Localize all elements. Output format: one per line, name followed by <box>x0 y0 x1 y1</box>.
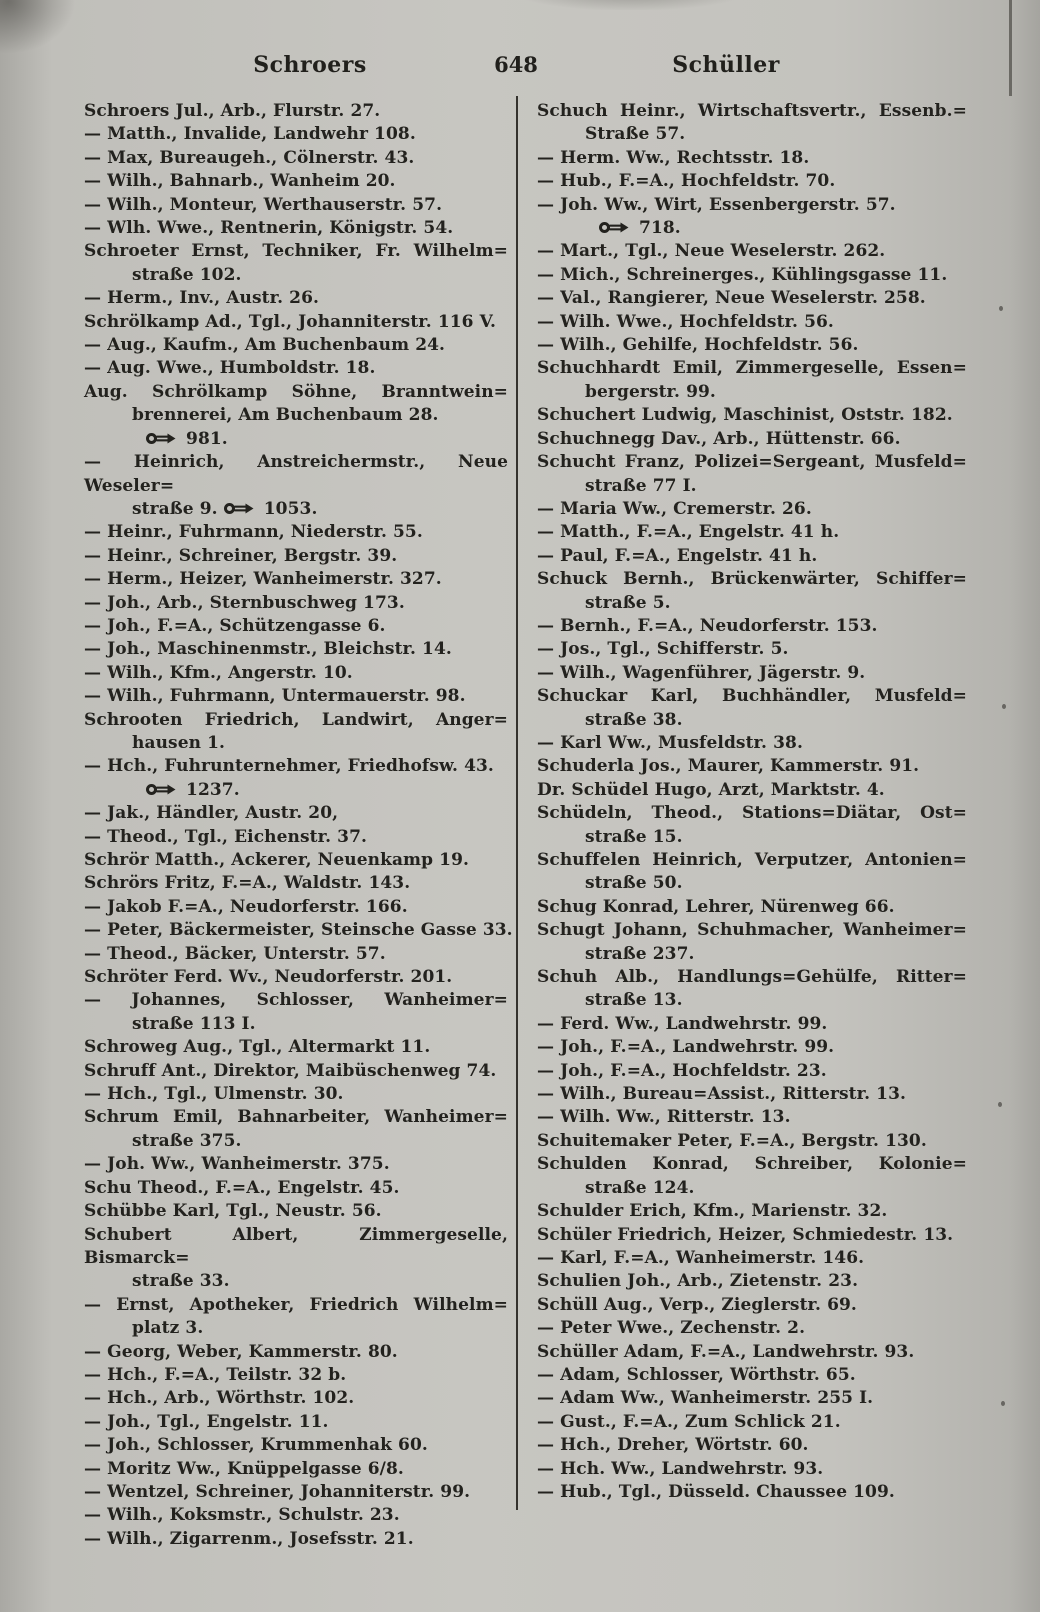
entry-line: — Ferd. Ww., Landwehrstr. 99. <box>537 1013 828 1034</box>
entry-line: — Herm., Heizer, Wanheimerstr. 327. <box>84 569 442 590</box>
entry-line: Schüler Friedrich, Heizer, Schmiedestr. 13. <box>537 1224 954 1245</box>
entry-line: Schuitemaker Peter, F.=A., Bergstr. 130. <box>537 1130 927 1151</box>
directory-entry <box>537 311 967 334</box>
entry-line: — Adam Ww., Wanheimerstr. 255 I. <box>537 1388 874 1409</box>
directory-entry <box>537 896 967 919</box>
telephone-icon <box>599 221 629 234</box>
directory-entry <box>537 1387 967 1410</box>
directory-entry <box>84 662 508 685</box>
directory-entry <box>84 311 508 334</box>
entry-line: Schubert Albert, Zimmergeselle, Bismarck= <box>84 1224 508 1268</box>
entry-line: Schruff Ant., Direktor, Maibüschenweg 74. <box>84 1060 497 1081</box>
entry-line: Schroweg Aug., Tgl., Altermarkt 11. <box>84 1037 431 1058</box>
directory-entry <box>537 1317 967 1340</box>
entry-line: Schuchnegg Dav., Arb., Hüttenstr. 66. <box>537 428 901 449</box>
directory-entry <box>84 966 508 989</box>
entry-line: Schröter Ferd. Wv., Neudorferstr. 201. <box>84 967 453 988</box>
directory-entry <box>84 1481 508 1504</box>
entry-line: Schuck Bernh., Brückenwärter, Schiffer= <box>537 569 967 590</box>
directory-entry <box>537 638 967 661</box>
directory-entry <box>84 1387 508 1410</box>
directory-entry <box>537 100 967 147</box>
entry-line: — Wilh., Bahnarb., Wanheim 20. <box>84 171 396 192</box>
directory-entry <box>537 1294 967 1317</box>
entry-line: — Jos., Tgl., Schifferstr. 5. <box>537 639 789 660</box>
entry-line: — Maria Ww., Cremerstr. 26. <box>537 498 812 519</box>
directory-entry <box>537 662 967 685</box>
entry-line: Schüller Adam, F.=A., Landwehrstr. 93. <box>537 1341 915 1362</box>
directory-entry <box>84 1106 508 1153</box>
entry-line: Schuch Heinr., Wirtschaftsvertr., Essenb.= <box>537 101 967 121</box>
directory-entry <box>537 966 967 1013</box>
directory-entry <box>84 826 508 849</box>
directory-entry <box>537 1060 967 1083</box>
directory-entry <box>84 100 508 123</box>
scan-smudge-top-left <box>0 0 76 54</box>
entry-line: — Hch., Tgl., Ulmenstr. 30. <box>84 1084 344 1105</box>
entry-line: Schu Theod., F.=A., Engelstr. 45. <box>84 1177 400 1198</box>
entry-line: Schulder Erich, Kfm., Marienstr. 32. <box>537 1201 888 1222</box>
entry-line: straße 113 I. <box>132 1013 256 1034</box>
entry-line: — Wilh., Koksmstr., Schulstr. 23. <box>84 1505 400 1526</box>
entry-line: — Karl, F.=A., Wanheimerstr. 146. <box>537 1247 865 1268</box>
directory-entry <box>84 1177 508 1200</box>
column-right <box>537 100 967 1504</box>
entry-line: — Heinrich, Anstreichermstr., Neue Weseler= <box>84 452 508 496</box>
directory-entry <box>84 240 508 287</box>
directory-entry <box>84 123 508 146</box>
directory-entry <box>84 568 508 591</box>
entry-line: Aug. Schrölkamp Söhne, Branntwein= <box>84 381 508 402</box>
entry-line: straße 38. <box>585 709 683 730</box>
entry-line: straße 15. <box>585 826 683 847</box>
header-keyword-left: Schroers <box>253 52 367 78</box>
directory-entry <box>84 451 508 521</box>
entry-line: — Moritz Ww., Knüppelgasse 6/8. <box>84 1458 404 1479</box>
phone-number-line: 718. <box>537 217 967 240</box>
entry-line: — Wilh., Kfm., Angerstr. 10. <box>84 662 353 683</box>
directory-entry <box>84 334 508 357</box>
entry-line: Schuffelen Heinrich, Verputzer, Antonien= <box>537 850 967 870</box>
entry-line: — Hub., Tgl., Düsseld. Chaussee 109. <box>537 1481 895 1502</box>
directory-entry <box>537 1083 967 1106</box>
entry-line: Straße 57. <box>585 124 686 145</box>
directory-entry <box>537 240 967 263</box>
entry-line: Schucht Franz, Polizei=Sergeant, Musfeld= <box>537 452 967 473</box>
directory-entry <box>84 919 513 942</box>
entry-line: Schugt Johann, Schuhmacher, Wanheimer= <box>537 920 967 941</box>
directory-entry <box>537 1434 967 1457</box>
entry-line: — Jakob F.=A., Neudorferstr. 166. <box>84 896 408 917</box>
entry-line: — Hch., Dreher, Wörtstr. 60. <box>537 1435 809 1456</box>
entry-line: — Wilh., Bureau=Assist., Ritterstr. 13. <box>537 1084 907 1105</box>
directory-entry <box>537 685 967 732</box>
directory-entry <box>84 545 508 568</box>
header-keyword-right: Schüller <box>672 52 780 78</box>
scan-speck <box>1002 704 1006 709</box>
scan-smudge-top <box>520 0 740 10</box>
entry-line: — Georg, Weber, Kammerstr. 80. <box>84 1341 398 1362</box>
directory-entry <box>84 1504 508 1527</box>
directory-entry <box>84 709 508 756</box>
entry-line: — Joh., F.=A., Hochfeldstr. 23. <box>537 1060 827 1081</box>
directory-entry <box>537 1481 967 1504</box>
directory-entry <box>537 545 967 568</box>
column-divider <box>516 96 518 1510</box>
entry-line: — Hch., Fuhrunternehmer, Friedhofsw. 43. <box>84 756 494 777</box>
entry-line: Schulien Joh., Arb., Zietenstr. 23. <box>537 1271 859 1292</box>
directory-entry <box>84 1153 508 1176</box>
entry-line: — Ernst, Apotheker, Friedrich Wilhelm= <box>84 1294 508 1315</box>
directory-entry <box>537 1247 967 1270</box>
entry-line: — Karl Ww., Musfeldstr. 38. <box>537 732 803 753</box>
column-left <box>84 100 513 1551</box>
entry-line: — Joh., Arb., Sternbuschweg 173. <box>84 592 405 613</box>
directory-entry <box>84 1341 508 1364</box>
entry-line: hausen 1. <box>132 732 226 753</box>
entry-line: brennerei, Am Buchenbaum 28. <box>132 405 439 426</box>
page-number: 648 <box>494 52 538 77</box>
directory-entry <box>537 568 967 615</box>
entry-line: — Wilh., Wagenführer, Jägerstr. 9. <box>537 662 866 683</box>
directory-entry <box>537 1106 967 1129</box>
directory-entry <box>537 498 967 521</box>
entry-line: — Mich., Schreinerges., Kühlingsgasse 11. <box>537 264 948 285</box>
directory-entry <box>84 592 508 615</box>
entry-line: straße 33. <box>132 1271 230 1292</box>
entry-line: platz 3. <box>132 1318 204 1339</box>
entry-line: Schrooten Friedrich, Landwirt, Anger= <box>84 709 508 730</box>
entry-line: — Paul, F.=A., Engelstr. 41 h. <box>537 545 818 566</box>
directory-entry <box>537 802 967 849</box>
entry-line: — Joh., F.=A., Landwehrstr. 99. <box>537 1037 835 1058</box>
entry-line: Schrör Matth., Ackerer, Neuenkamp 19. <box>84 850 470 870</box>
entry-line: — Peter Wwe., Zechenstr. 2. <box>537 1318 806 1339</box>
entry-line: straße 124. <box>585 1177 695 1198</box>
directory-entry <box>84 147 508 170</box>
directory-entry <box>84 943 508 966</box>
entry-line: Schulden Konrad, Schreiber, Kolonie= <box>537 1154 967 1175</box>
entry-line: — Jak., Händler, Austr. 20, <box>84 803 339 824</box>
entry-line: — Peter, Bäckermeister, Steinsche Gasse 33. <box>84 920 513 941</box>
entry-line: straße 13. <box>585 990 683 1011</box>
directory-entry <box>84 1224 508 1294</box>
entry-line: — Matth., F.=A., Engelstr. 41 h. <box>537 522 840 543</box>
entry-line: Schuchert Ludwig, Maschinist, Oststr. 182. <box>537 405 953 426</box>
entry-line: — Hch. Ww., Landwehrstr. 93. <box>537 1458 824 1479</box>
entry-line: — Hch., F.=A., Teilstr. 32 b. <box>84 1364 347 1385</box>
phone-number-line: 981. <box>84 428 508 451</box>
directory-entry <box>537 334 967 357</box>
entry-line: Schuchhardt Emil, Zimmergeselle, Essen= <box>537 358 967 379</box>
entry-line: — Gust., F.=A., Zum Schlick 21. <box>537 1411 841 1432</box>
entry-line: — Joh., Schlosser, Krummenhak 60. <box>84 1435 428 1456</box>
entry-line: — Val., Rangierer, Neue Weselerstr. 258. <box>537 288 926 309</box>
directory-entry <box>537 779 967 802</box>
directory-entry <box>84 357 508 380</box>
directory-entry <box>84 1458 508 1481</box>
directory-entry <box>84 1060 508 1083</box>
entry-line: straße 5. <box>585 592 671 613</box>
entry-line: — Joh. Ww., Wanheimerstr. 375. <box>84 1154 390 1175</box>
entry-line: Schug Konrad, Lehrer, Nürenweg 66. <box>537 896 895 917</box>
entry-line: — Theod., Tgl., Eichenstr. 37. <box>84 826 368 847</box>
entry-line: straße 375. <box>132 1130 242 1151</box>
phone-number-line: 1237. <box>84 779 508 802</box>
directory-entry <box>537 919 967 966</box>
entry-line: — Bernh., F.=A., Neudorferstr. 153. <box>537 615 878 636</box>
scan-speck <box>999 306 1003 311</box>
entry-line: — Wilh., Fuhrmann, Untermauerstr. 98. <box>84 686 466 707</box>
directory-entry <box>537 357 967 404</box>
directory-entry <box>537 1411 967 1434</box>
directory-entry <box>537 194 967 241</box>
directory-entry <box>84 217 508 240</box>
telephone-icon <box>224 502 254 515</box>
entry-line: — Theod., Bäcker, Unterstr. 57. <box>84 943 386 964</box>
entry-line: — Hch., Arb., Wörthstr. 102. <box>84 1388 355 1409</box>
directory-entry <box>84 849 508 872</box>
directory-entry <box>537 732 967 755</box>
entry-line: Schroers Jul., Arb., Flurstr. 27. <box>84 101 381 121</box>
entry-line: Schübbe Karl, Tgl., Neustr. 56. <box>84 1201 382 1222</box>
directory-entry <box>537 1458 967 1481</box>
telephone-icon <box>146 783 176 796</box>
entry-line: Schrörs Fritz, F.=A., Waldstr. 143. <box>84 873 411 894</box>
directory-entry <box>537 521 967 544</box>
entry-line: Dr. Schüdel Hugo, Arzt, Marktstr. 4. <box>537 779 885 800</box>
scan-speck <box>998 1102 1002 1107</box>
directory-entry <box>537 170 967 193</box>
entry-line: — Joh., F.=A., Schützengasse 6. <box>84 615 386 636</box>
entry-line: — Wentzel, Schreiner, Johanniterstr. 99. <box>84 1481 471 1502</box>
directory-entry <box>84 1083 508 1106</box>
entry-line: — Joh., Maschinenmstr., Bleichstr. 14. <box>84 639 452 660</box>
entry-line: bergerstr. 99. <box>585 381 716 402</box>
entry-line: — Matth., Invalide, Landwehr 108. <box>84 124 416 145</box>
directory-entry <box>537 264 967 287</box>
directory-entry <box>537 428 967 451</box>
entry-line: — Hub., F.=A., Hochfeldstr. 70. <box>537 171 836 192</box>
entry-line: — Herm. Ww., Rechtsstr. 18. <box>537 147 810 168</box>
directory-entry <box>537 1270 967 1293</box>
entry-line: straße 9. 1053. <box>132 498 318 519</box>
directory-entry <box>537 451 967 498</box>
entry-line: — Mart., Tgl., Neue Weselerstr. 262. <box>537 241 886 262</box>
entry-line: Schrum Emil, Bahnarbeiter, Wanheimer= <box>84 1107 508 1128</box>
directory-entry <box>537 1013 967 1036</box>
entry-line: — Herm., Inv., Austr. 26. <box>84 288 320 309</box>
entry-line: Schrölkamp Ad., Tgl., Johanniterstr. 116 V. <box>84 311 496 332</box>
entry-line: Schuderla Jos., Maurer, Kammerstr. 91. <box>537 756 920 777</box>
entry-line: — Wilh., Gehilfe, Hochfeldstr. 56. <box>537 335 859 356</box>
directory-entry <box>84 287 508 310</box>
directory-entry <box>84 802 508 825</box>
scan-speck <box>1001 1401 1005 1406</box>
entry-line: — Wilh. Wwe., Hochfeldstr. 56. <box>537 311 834 332</box>
entry-line: — Aug. Wwe., Humboldstr. 18. <box>84 358 376 379</box>
entry-line: — Aug., Kaufm., Am Buchenbaum 24. <box>84 335 446 356</box>
entry-line: — Max, Bureaugeh., Cölnerstr. 43. <box>84 147 415 168</box>
directory-entry <box>537 849 967 896</box>
directory-entry <box>84 1528 508 1551</box>
directory-entry <box>537 1341 967 1364</box>
directory-entry <box>84 685 508 708</box>
entry-line: straße 77 I. <box>585 475 697 496</box>
directory-entry <box>537 1224 967 1247</box>
telephone-icon <box>146 432 176 445</box>
directory-entry <box>84 989 508 1036</box>
directory-entry <box>537 1153 967 1200</box>
entry-line: — Wlh. Wwe., Rentnerin, Königstr. 54. <box>84 218 454 239</box>
directory-entry <box>84 194 508 217</box>
directory-entry <box>537 1036 967 1059</box>
directory-entry <box>84 1200 508 1223</box>
directory-entry <box>84 1036 508 1059</box>
directory-entry <box>537 1130 967 1153</box>
directory-entry <box>84 1411 508 1434</box>
directory-entry <box>84 872 508 895</box>
directory-entry <box>537 1200 967 1223</box>
directory-entry <box>84 638 508 661</box>
entry-line: Schüdeln, Theod., Stations=Diätar, Ost= <box>537 803 967 824</box>
entry-line: — Johannes, Schlosser, Wanheimer= <box>84 990 508 1011</box>
entry-line: — Wilh., Monteur, Werthauserstr. 57. <box>84 194 443 215</box>
directory-entry <box>84 170 508 193</box>
entry-line: — Heinr., Fuhrmann, Niederstr. 55. <box>84 522 423 543</box>
directory-entry <box>537 615 967 638</box>
entry-line: straße 102. <box>132 264 242 285</box>
entry-line: — Wilh. Ww., Ritterstr. 13. <box>537 1107 791 1128</box>
entry-line: Schroeter Ernst, Techniker, Fr. Wilhelm= <box>84 241 508 262</box>
directory-entry <box>537 755 967 778</box>
entry-line: — Adam, Schlosser, Wörthstr. 65. <box>537 1364 856 1385</box>
entry-line: — Joh. Ww., Wirt, Essenbergerstr. 57. <box>537 194 896 215</box>
directory-entry <box>84 755 508 802</box>
entry-line: — Heinr., Schreiner, Bergstr. 39. <box>84 545 398 566</box>
directory-entry <box>537 147 967 170</box>
directory-entry <box>84 381 508 451</box>
directory-entry <box>537 1364 967 1387</box>
directory-entry <box>537 287 967 310</box>
directory-entry <box>84 1434 508 1457</box>
entry-line: Schuh Alb., Handlungs=Gehülfe, Ritter= <box>537 967 967 988</box>
entry-line: Schuckar Karl, Buchhändler, Musfeld= <box>537 686 967 707</box>
directory-entry <box>84 1364 508 1387</box>
entry-line: straße 50. <box>585 873 683 894</box>
directory-entry <box>84 615 508 638</box>
page-header <box>0 52 1040 82</box>
directory-entry <box>537 404 967 427</box>
entry-line: Schüll Aug., Verp., Zieglerstr. 69. <box>537 1294 857 1315</box>
entry-line: straße 237. <box>585 943 695 964</box>
entry-line: — Joh., Tgl., Engelstr. 11. <box>84 1411 329 1432</box>
entry-line: — Wilh., Zigarrenm., Josefsstr. 21. <box>84 1528 414 1549</box>
directory-entry <box>84 521 508 544</box>
directory-entry <box>84 896 508 919</box>
directory-entry <box>84 1294 508 1341</box>
